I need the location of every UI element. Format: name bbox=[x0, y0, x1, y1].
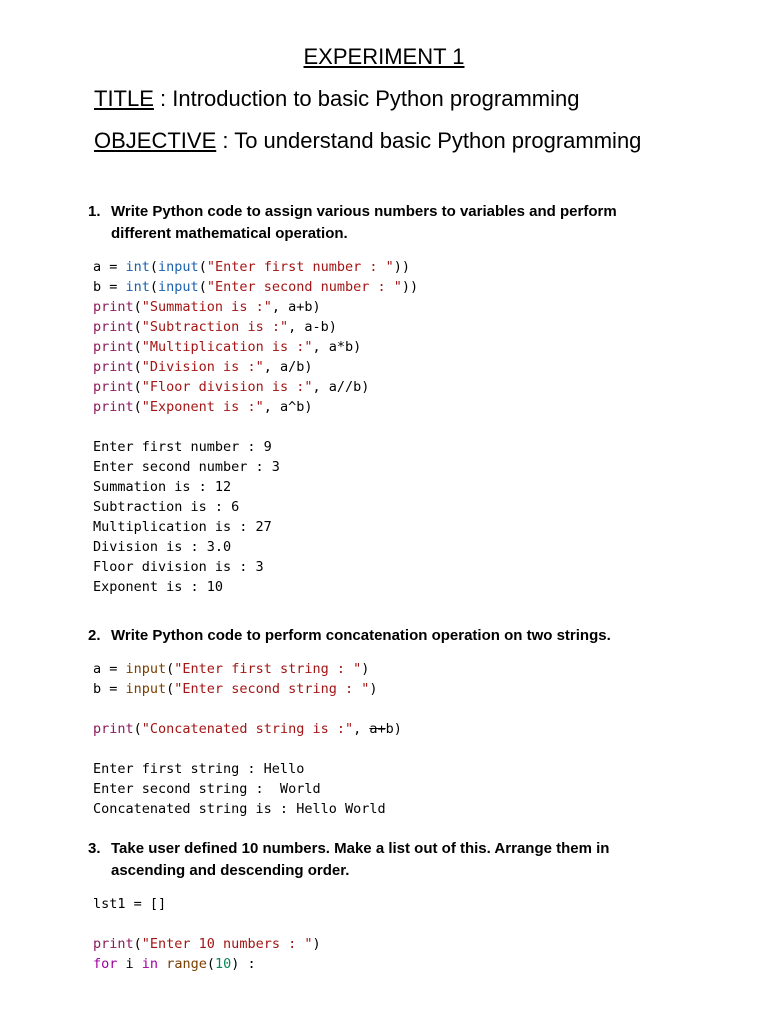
output-line: Enter first number : 9 bbox=[93, 439, 272, 455]
question-number: 1. bbox=[88, 203, 101, 220]
code-block-1: a = int(input("Enter first number : ")) b = int(input("Enter second number : ")) print("Summation is :", a+b) print("Subtraction is :", a-b) print("Multiplication is :", a*b) print("Division is :", a/b) print("Floor division is :", a//b) print("Exponent is :", a^b) bbox=[93, 259, 419, 415]
output-line: Enter second string : World bbox=[93, 781, 321, 797]
output-line: Enter first string : Hello bbox=[93, 761, 305, 777]
output-line: Enter second number : 3 bbox=[93, 459, 280, 475]
output-line: Subtraction is : 6 bbox=[93, 499, 240, 515]
objective-line bbox=[94, 128, 641, 154]
objective-label: OBJECTIVE bbox=[94, 128, 217, 153]
code-block-3: lst1 = [] print("Enter 10 numbers : ") for i in range(10) : bbox=[93, 896, 321, 972]
question-number: 3. bbox=[88, 840, 101, 857]
output-line: Summation is : 12 bbox=[93, 479, 232, 495]
question-text: Write Python code to perform concatenation operation on two strings. bbox=[111, 627, 611, 644]
title-text: : Introduction to basic Python programming bbox=[153, 86, 580, 111]
output-block-1 bbox=[93, 437, 280, 597]
code-block-2: a = input("Enter first string : ") b = input("Enter second string : ") print("Concatenated string is :", a+b) bbox=[93, 661, 402, 737]
output-line: Multiplication is : 27 bbox=[93, 519, 272, 535]
output-line: Exponent is : 10 bbox=[93, 579, 224, 595]
question-1 bbox=[88, 201, 668, 245]
output-line: Floor division is : 3 bbox=[93, 559, 264, 575]
title-line bbox=[94, 86, 579, 112]
title-label: TITLE bbox=[94, 86, 154, 111]
question-2 bbox=[88, 625, 668, 647]
question-number: 2. bbox=[88, 627, 101, 644]
objective-text: : To understand basic Python programming bbox=[216, 128, 642, 153]
question-3 bbox=[88, 838, 668, 882]
output-line: Division is : 3.0 bbox=[93, 539, 232, 555]
question-text: Write Python code to assign various numbers to variables and perform different mathematical operation. bbox=[111, 203, 617, 242]
question-text: Take user defined 10 numbers. Make a list out of this. Arrange them in ascending and descending order. bbox=[111, 840, 610, 879]
output-line: Concatenated string is : Hello World bbox=[93, 801, 386, 817]
experiment-heading: EXPERIMENT 1 bbox=[303, 44, 465, 69]
output-block-2 bbox=[93, 759, 386, 819]
